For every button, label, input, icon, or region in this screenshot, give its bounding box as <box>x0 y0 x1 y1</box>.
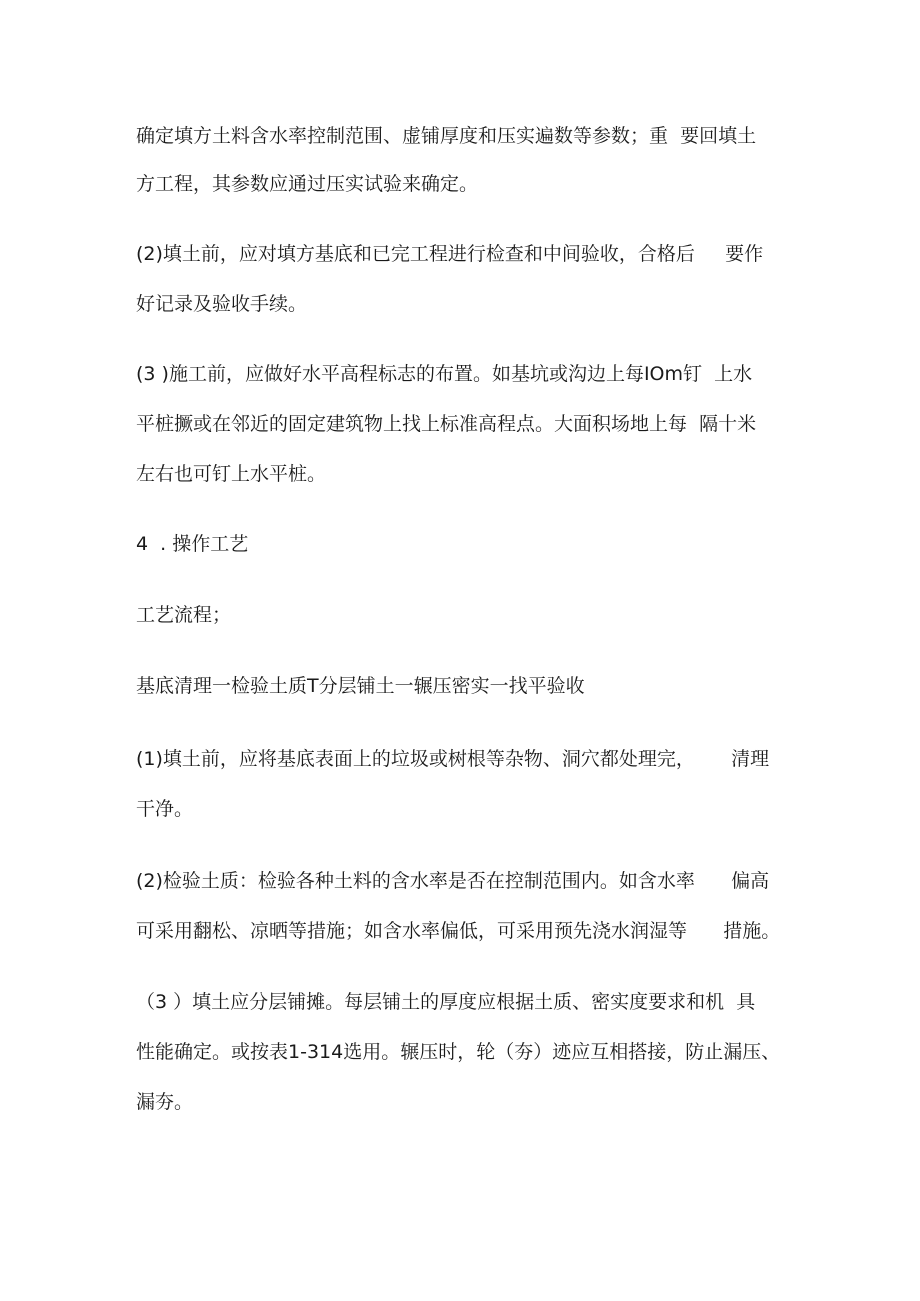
text-line: （3 ）填土应分层铺摊。每层铺土的厚度应根据土质、密实度要求和机 具 <box>136 991 756 1013</box>
text-line: (2)填土前，应对填方基底和已完工程进行检查和中间验收，合格后 要作 <box>136 243 764 265</box>
text-line: 平桩撅或在邻近的固定建筑物上找上标准高程点。大面积场地上每 隔十米 <box>136 413 757 435</box>
text-line: 性能确定。或按表1-314选用。辗压时，轮（夯）迹应互相搭接，防止漏压、 <box>136 1041 781 1063</box>
text-line: 方工程，其参数应通过压实试验来确定。 <box>136 173 479 195</box>
text-line: 干净。 <box>136 798 194 820</box>
process-flow: 基底清理一检验土质T分层铺土一辗压密实一找平验收 <box>136 675 585 697</box>
section-heading: 4 . 操作工艺 <box>136 533 249 555</box>
text-line: 好记录及验收手续。 <box>136 293 308 315</box>
text-line: 可采用翻松、凉晒等措施；如含水率偏低，可采用预先浇水润湿等 措施。 <box>136 920 781 942</box>
text-line: (2)检验土质：检验各种土料的含水率是否在控制范围内。如含水率 偏高 <box>136 870 770 892</box>
text-line: 左右也可钉上水平桩。 <box>136 463 327 485</box>
text-line: (3 )施工前，应做好水平高程标志的布置。如基坑或沟边上每IOm钉 上水 <box>136 363 753 385</box>
subheading: 工艺流程； <box>136 604 232 626</box>
text-line: (1)填土前，应将基底表面上的垃圾或树根等杂物、洞穴都处理完， 清理 <box>136 748 770 770</box>
text-line: 漏夯。 <box>136 1091 194 1113</box>
text-line: 确定填方土料含水率控制范围、虚铺厚度和压实遍数等参数；重 要回填土 <box>136 125 757 147</box>
